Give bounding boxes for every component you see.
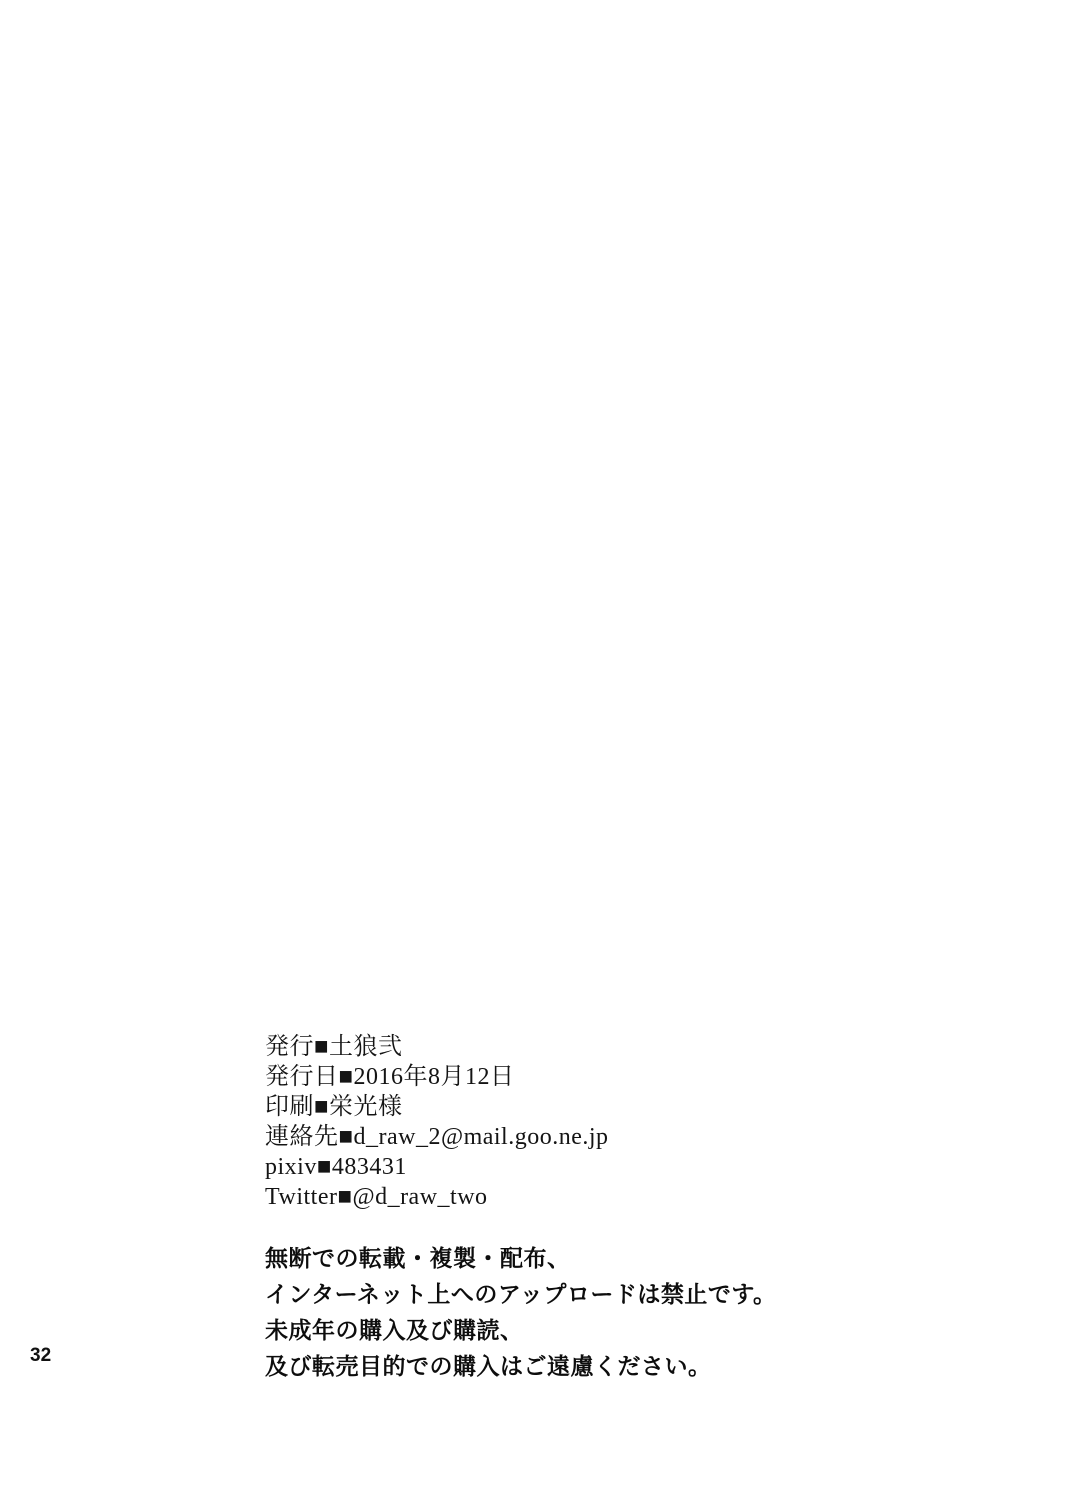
colophon-line-pixiv: pixiv■483431 bbox=[265, 1154, 407, 1180]
colophon-line-publish-date: 発行日■2016年8月12日 bbox=[265, 1064, 515, 1090]
colophon-line-twitter: Twitter■@d_raw_two bbox=[265, 1184, 488, 1210]
notice-line-2: インターネット上へのアップロードは禁止です。 bbox=[265, 1281, 777, 1307]
notice-line-3: 未成年の購入及び購読、 bbox=[265, 1317, 524, 1343]
usage-notice-block bbox=[265, 1240, 1025, 1384]
notice-line-4: 及び転売目的での購入はご遠慮ください。 bbox=[265, 1353, 712, 1379]
page-number: 32 bbox=[30, 1345, 52, 1366]
colophon-block bbox=[265, 1032, 985, 1212]
colophon-line-publisher: 発行■土狼弐 bbox=[265, 1034, 403, 1060]
colophon-line-contact: 連絡先■d_raw_2@mail.goo.ne.jp bbox=[265, 1124, 609, 1150]
colophon-line-printer: 印刷■栄光様 bbox=[265, 1094, 403, 1120]
notice-line-1: 無断での転載・複製・配布、 bbox=[265, 1245, 571, 1271]
